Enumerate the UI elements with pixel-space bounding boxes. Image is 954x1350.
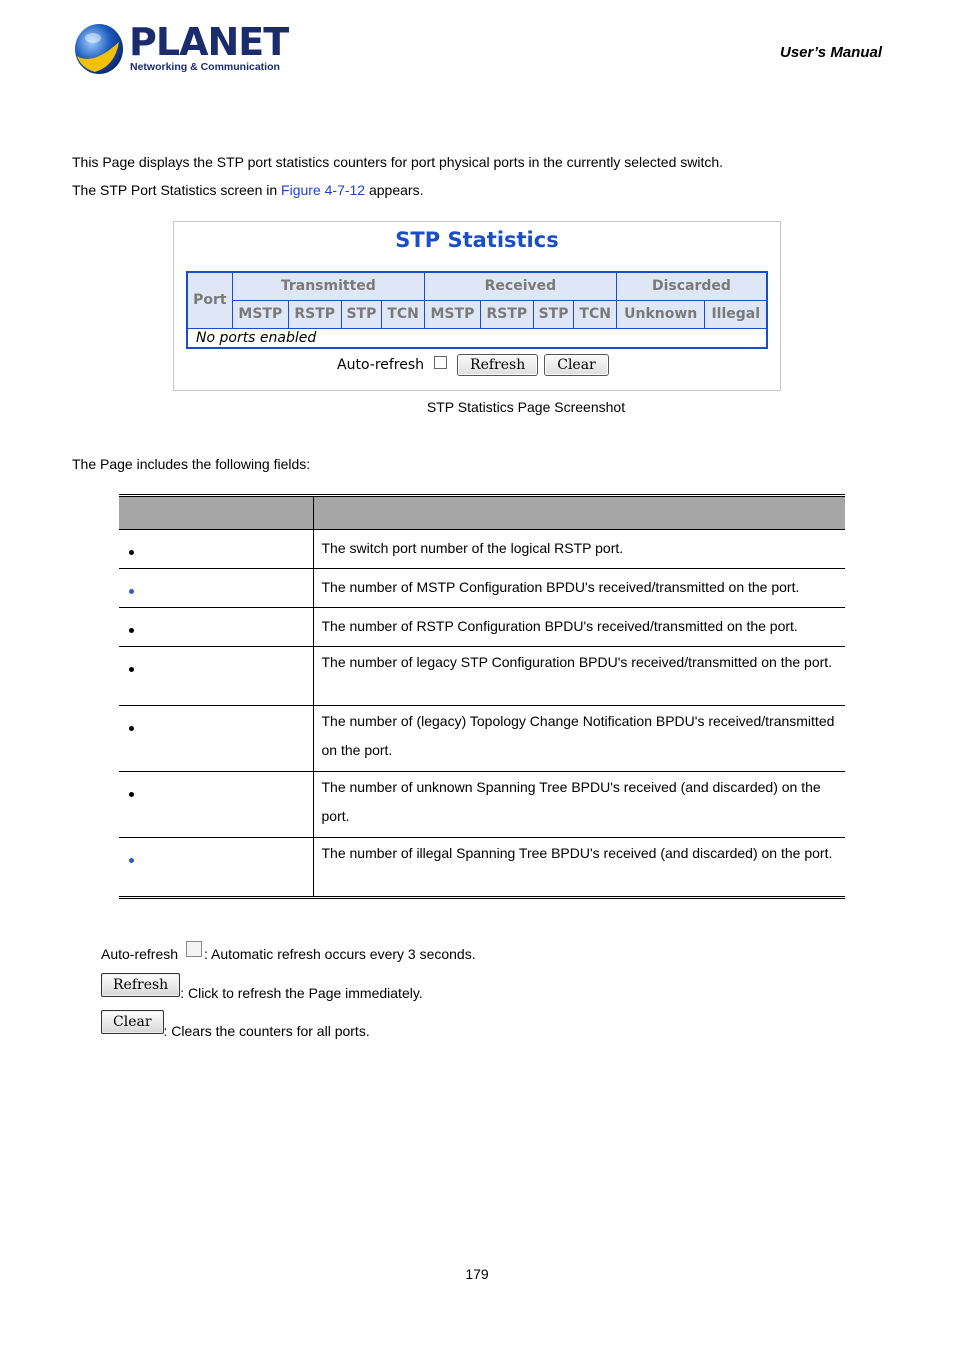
bullet-icon (129, 726, 134, 731)
fields-header-object (119, 496, 313, 530)
refresh-help-desc: : Click to refresh the Page immediately. (180, 985, 423, 1001)
stp-statistics-screenshot (173, 221, 781, 391)
field-description: The switch port number of the logical RSTP port. (313, 530, 845, 569)
clear-help-button[interactable]: Clear (101, 1010, 164, 1034)
auto-refresh-help-desc: : Automatic refresh occurs every 3 seconds. (204, 946, 476, 962)
col-tx-rstp: RSTP (288, 300, 341, 328)
table-row (119, 647, 845, 706)
bullet-icon (129, 550, 134, 555)
page-number: 179 (465, 1266, 489, 1282)
bullet-icon (129, 589, 134, 594)
fields-intro: The Page includes the following fields: (72, 456, 311, 472)
field-object-cell (119, 772, 313, 838)
logo-wordmark: PLANET (129, 20, 289, 64)
table-row (119, 608, 845, 647)
globe-icon (73, 22, 125, 76)
bullet-icon (129, 858, 134, 863)
manual-title: User’s Manual (780, 44, 882, 61)
planet-logo (73, 20, 289, 78)
clear-button[interactable]: Clear (544, 354, 609, 376)
field-description: The number of MSTP Configuration BPDU's received/transmitted on the port. (313, 569, 845, 608)
auto-refresh-help-label: Auto-refresh (101, 946, 179, 962)
bullet-icon (129, 667, 134, 672)
col-tx-tcn: TCN (382, 300, 425, 328)
col-rx-rstp: RSTP (480, 300, 533, 328)
auto-refresh-help-checkbox[interactable] (186, 941, 202, 957)
group-discarded: Discarded (616, 272, 767, 300)
col-illegal: Illegal (705, 300, 767, 328)
auto-refresh-help (101, 946, 476, 962)
col-rx-stp: STP (533, 300, 574, 328)
intro-line-1: This Page displays the STP port statistics counters for port physical ports in the currently selected switch. (72, 154, 724, 170)
field-description: The number of (legacy) Topology Change Notification BPDU's received/transmitted on the port. (313, 706, 845, 772)
fields-header-description (313, 496, 845, 530)
group-transmitted: Transmitted (232, 272, 424, 300)
col-tx-stp: STP (341, 300, 382, 328)
field-description: The number of RSTP Configuration BPDU's received/transmitted on the port. (313, 608, 845, 647)
table-row (119, 569, 845, 608)
table-row (119, 838, 845, 898)
field-object-cell (119, 838, 313, 898)
col-tx-mstp: MSTP (232, 300, 288, 328)
fields-table (119, 494, 845, 899)
table-row (119, 530, 845, 569)
col-rx-mstp: MSTP (424, 300, 480, 328)
intro-line-2-suffix: appears. (365, 182, 424, 198)
logo-tagline: Networking & Communication (130, 61, 280, 73)
field-object-cell (119, 706, 313, 772)
col-rx-tcn: TCN (574, 300, 617, 328)
intro-line-2 (72, 182, 423, 198)
group-received: Received (424, 272, 616, 300)
figure-caption: STP Statistics Page Screenshot (426, 399, 626, 415)
stp-statistics-table (186, 271, 768, 349)
table-row (119, 706, 845, 772)
intro-line-2-prefix: The STP Port Statistics screen in (72, 182, 282, 198)
empty-row: No ports enabled (187, 328, 767, 348)
field-object-cell (119, 530, 313, 569)
col-unknown: Unknown (616, 300, 705, 328)
field-description: The number of illegal Spanning Tree BPDU's received (and discarded) on the port. (313, 838, 845, 898)
refresh-help-button[interactable]: Refresh (101, 973, 180, 997)
stp-statistics-title: STP Statistics (395, 228, 559, 252)
field-description: The number of unknown Spanning Tree BPDU's received (and discarded) on the port. (313, 772, 845, 838)
figure-link[interactable]: Figure 4-7-12 (281, 182, 366, 198)
clear-help-desc: : Clears the counters for all ports. (163, 1023, 370, 1039)
clear-help (101, 1010, 370, 1039)
auto-refresh-checkbox[interactable] (434, 356, 447, 369)
bullet-icon (129, 628, 134, 633)
col-port: Port (187, 272, 232, 328)
auto-refresh-label: Auto-refresh (337, 357, 425, 373)
field-object-cell (119, 608, 313, 647)
bullet-icon (129, 792, 134, 797)
table-row (119, 772, 845, 838)
field-object-cell (119, 647, 313, 706)
shot-controls (337, 351, 615, 379)
field-description: The number of legacy STP Configuration BPDU's received/transmitted on the port. (313, 647, 845, 706)
field-object-cell (119, 569, 313, 608)
fields-header-row (119, 496, 845, 530)
refresh-help (101, 973, 423, 1001)
refresh-button[interactable]: Refresh (457, 354, 538, 376)
